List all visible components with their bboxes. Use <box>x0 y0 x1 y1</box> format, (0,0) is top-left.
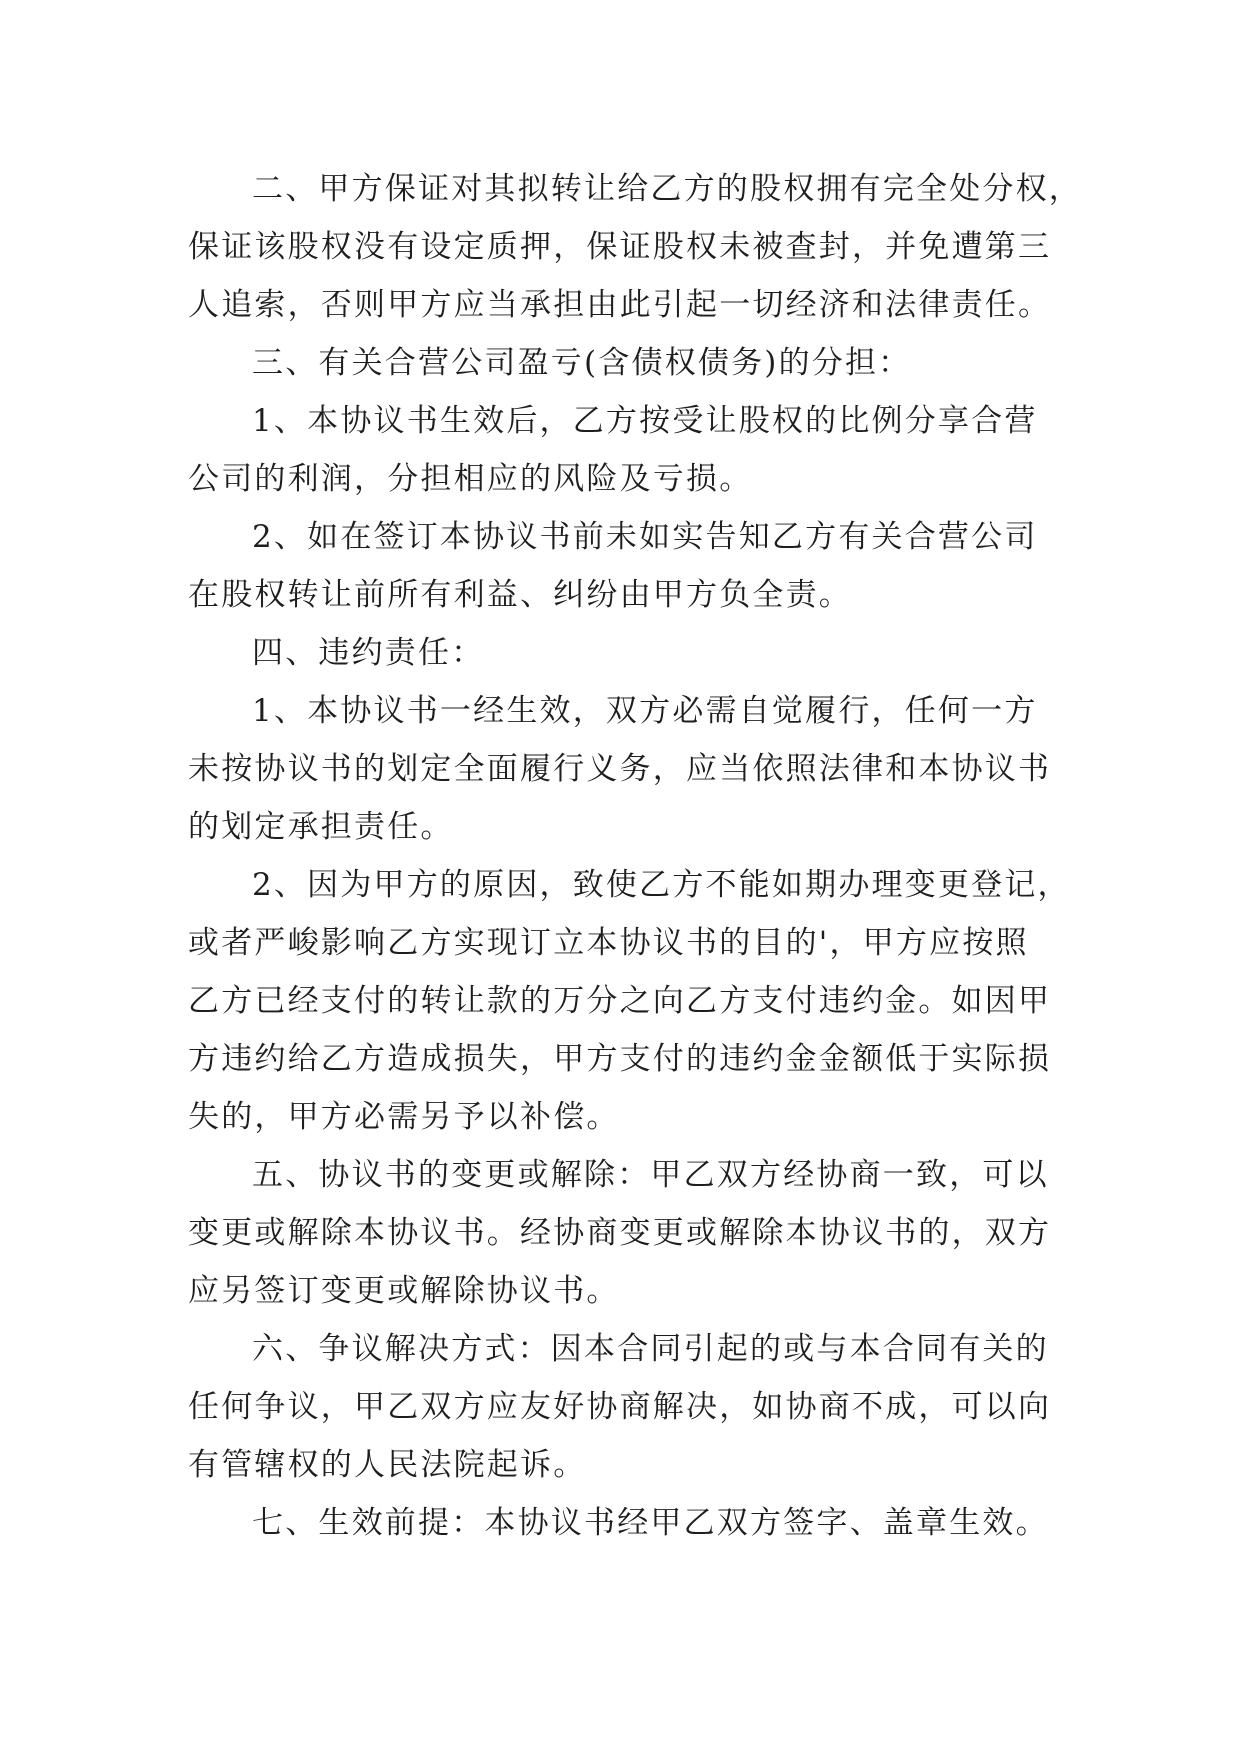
paragraph-line: 方违约给乙方造成损失，甲方支付的违约金金额低于实际损 <box>188 1041 1052 1077</box>
section-heading: 六、争议解决方式：因本合同引起的或与本合同有关的 <box>252 1331 1049 1367</box>
paragraph-line: 2、因为甲方的原因，致使乙方不能如期办理变更登记， <box>252 867 1071 903</box>
document-body <box>188 160 1088 1552</box>
paragraph-line: 在股权转让前所有利益、纠纷由甲方负全责。 <box>188 577 852 613</box>
section-heading: 七、生效前提：本协议书经甲乙双方签字、盖章生效。 <box>252 1505 1049 1541</box>
paragraph-line: 1、本协议书一经生效，双方必需自觉履行，任何一方 <box>252 693 1038 729</box>
paragraph-line: 应另签订变更或解除协议书。 <box>188 1273 620 1309</box>
paragraph-line: 保证该股权没有设定质押，保证股权未被查封，并免遭第三 <box>188 229 1052 265</box>
paragraph-line: 2、如在签订本协议书前未如实告知乙方有关合营公司 <box>252 519 1038 555</box>
paragraph-line: 二、甲方保证对其拟转让给乙方的股权拥有完全处分权， <box>252 171 1082 207</box>
paragraph-line: 乙方已经支付的转让款的万分之向乙方支付违约金。如因甲 <box>188 983 1052 1019</box>
paragraph-line: 未按协议书的划定全面履行义务，应当依照法律和本协议书 <box>188 751 1052 787</box>
paragraph-line: 公司的利润，分担相应的风险及亏损。 <box>188 461 753 497</box>
section-heading: 三、有关合营公司盈亏(含债权债务)的分担： <box>252 345 912 381</box>
paragraph-line: 的划定承担责任。 <box>188 809 454 845</box>
paragraph-line: 任何争议，甲乙双方应友好协商解决，如协商不成，可以向 <box>188 1389 1052 1425</box>
paragraph-line: 有管辖权的人民法院起诉。 <box>188 1447 587 1483</box>
section-heading: 四、违约责任： <box>252 635 485 671</box>
paragraph-line: 失的，甲方必需另予以补偿。 <box>188 1099 620 1135</box>
paragraph-line: 1、本协议书生效后，乙方按受让股权的比例分享合营 <box>252 403 1038 439</box>
section-heading: 五、协议书的变更或解除：甲乙双方经协商一致，可以 <box>252 1157 1049 1193</box>
paragraph-line: 人追索，否则甲方应当承担由此引起一切经济和法律责任。 <box>188 287 1052 323</box>
paragraph-line: 或者严峻影响乙方实现订立本协议书的目的'，甲方应按照 <box>188 925 1029 961</box>
paragraph-line: 变更或解除本协议书。经协商变更或解除本协议书的，双方 <box>188 1215 1052 1251</box>
